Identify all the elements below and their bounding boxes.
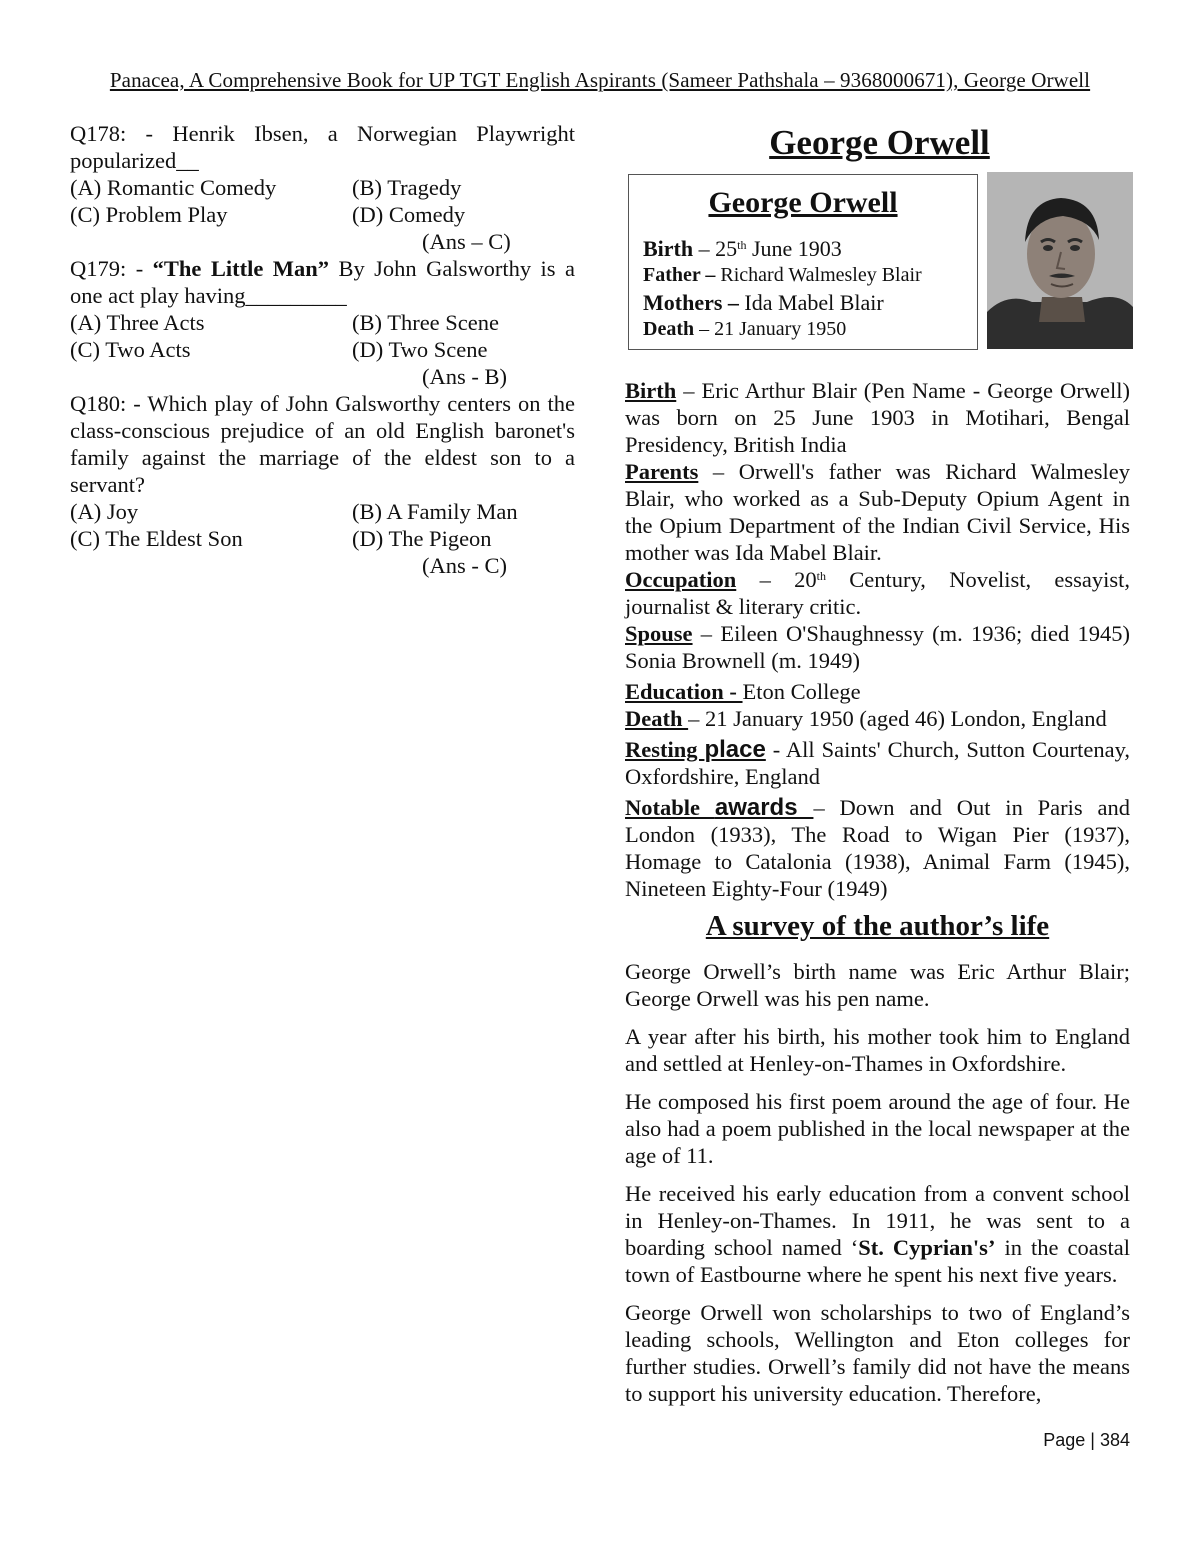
option-a: (A) Three Acts (70, 310, 205, 335)
bio-occupation-label: Occupation (625, 567, 737, 592)
bio-occupation-pre: – 20 (736, 567, 817, 592)
bio-parents-text: – Orwell's father was Richard Walmesley Blair, who worked as a Sub-Deputy Opium Agent in the Opium Department of the Indian Civil Service, His mother was Ida Mabel Blair. (625, 459, 1130, 565)
answer: (Ans - B) (422, 364, 507, 389)
bio-occupation (625, 566, 1130, 620)
bio-awards-label (625, 795, 813, 820)
question-179 (70, 255, 575, 390)
option-b: (B) A Family Man (352, 499, 518, 524)
option-c: (C) Problem Play (70, 202, 228, 227)
bio-awards-text: – Down and Out in Paris and London (1933), The Road to Wigan Pier (1937), Homage to Catalonia (1938), Animal Farm (1945), Nineteen Eighty-Four (1949) (625, 795, 1130, 901)
bio-parents-label: Parents (625, 459, 699, 484)
bio-birth-label: Birth (625, 378, 677, 403)
question-stem: Q180: - Which play of John Galsworthy centers on the class-conscious prejudice of an old English baronet's family against the marriage of the eldest son to a servant? (70, 391, 575, 497)
bio-awards (625, 794, 1130, 902)
bio-occupation-sup: th (816, 569, 826, 583)
profile-mother (643, 289, 963, 316)
profile-mother-value: Ida Mabel Blair (738, 290, 884, 315)
answer: (Ans – C) (422, 229, 511, 254)
bio-birth-text: – Eric Arthur Blair (Pen Name - George Orwell) was born on 25 June 1903 in Motihari, Bengal Presidency, British India (625, 378, 1130, 457)
bio-spouse-label: Spouse (625, 621, 693, 646)
bio-resting-place (625, 736, 1130, 790)
survey-p4-school: St. Cyprian's’ (858, 1235, 996, 1260)
questions-column (70, 120, 575, 579)
bio-spouse (625, 620, 1130, 674)
portrait-photo (987, 172, 1133, 349)
bio-death-text: – 21 January 1950 (aged 46) London, England (688, 706, 1107, 731)
stem-play-title: “The Little Man” (152, 256, 330, 281)
profile-birth-day: – 25 (693, 236, 738, 261)
portrait-illustration (987, 172, 1133, 349)
survey-p4-post: in the coastal town of Eastbourne where he spent his next five years. (625, 1235, 1130, 1287)
bio-education-label: Education - (625, 679, 743, 704)
bio-birth (625, 377, 1130, 458)
biography-details (625, 377, 1130, 1418)
option-b: (B) Three Scene (352, 310, 500, 335)
option-a: (A) Joy (70, 499, 139, 524)
profile-birth-label: Birth (643, 236, 694, 261)
survey-paragraph (625, 1180, 1130, 1288)
bio-resting-label-a: Resting (625, 737, 705, 762)
page-header: Panacea, A Comprehensive Book for UP TGT English Aspirants (Sameer Pathshala – 9368000671), George Orwell (109, 68, 1091, 92)
question-stem (70, 255, 575, 309)
question-178 (70, 120, 575, 255)
profile-father (643, 262, 963, 289)
options-grid (70, 174, 575, 228)
profile-birth-rest: June 1903 (746, 236, 842, 261)
stem-suffix: By John Galsworthy is a one act play having_________ (70, 256, 575, 308)
answer: (Ans - C) (422, 553, 507, 578)
profile-father-value: Richard Walmesley Blair (715, 264, 922, 286)
profile-title: George Orwell (708, 186, 898, 219)
bio-resting-label-b: place (704, 736, 766, 763)
profile-father-label: Father – (643, 264, 716, 286)
option-d: (D) The Pigeon (352, 526, 492, 551)
option-d: (D) Two Scene (352, 337, 488, 362)
bio-awards-label-a: Notable (625, 795, 715, 820)
bio-death-label: Death (625, 706, 689, 731)
option-c: (C) Two Acts (70, 337, 191, 362)
profile-box (628, 174, 978, 350)
profile-death-value: – 21 January 1950 (694, 318, 847, 340)
survey-heading: A survey of the author’s life (705, 910, 1050, 942)
options-grid (70, 309, 575, 363)
bio-resting-label (625, 737, 766, 762)
bio-resting-text: - All Saints' Church, Sutton Courtenay, Oxfordshire, England (625, 737, 1130, 789)
bio-education (625, 678, 1130, 705)
question-stem: Q178: - Henrik Ibsen, a Norwegian Playwright popularized__ (70, 121, 575, 173)
profile-death-label: Death (643, 318, 695, 340)
option-d: (D) Comedy (352, 202, 466, 227)
survey-paragraph: George Orwell won scholarships to two of England’s leading schools, Wellington and Eton colleges for further studies. Orwell’s family did not have the means to support his university education. Therefore, (625, 1300, 1130, 1406)
options-grid (70, 498, 575, 552)
survey-paragraph: He composed his first poem around the age of four. He also had a poem published in the local newspaper at the age of 11. (625, 1089, 1130, 1168)
bio-parents (625, 458, 1130, 566)
survey-body (625, 958, 1130, 1407)
option-a: (A) Romantic Comedy (70, 175, 277, 200)
bio-death (625, 705, 1130, 732)
bio-education-text: Eton College (742, 679, 861, 704)
profile-mother-label: Mothers – (643, 290, 739, 315)
survey-paragraph: George Orwell’s birth name was Eric Arthur Blair; George Orwell was his pen name. (625, 959, 1130, 1011)
option-b: (B) Tragedy (352, 175, 462, 200)
option-c: (C) The Eldest Son (70, 526, 243, 551)
bio-awards-label-b: awards (714, 794, 814, 821)
profile-birth-sup: th (737, 238, 747, 252)
bio-spouse-text: – Eileen O'Shaughnessy (m. 1936; died 1945) Sonia Brownell (m. 1949) (625, 621, 1130, 673)
profile-birth (643, 235, 963, 262)
bio-occupation-text: Century, Novelist, essayist, journalist & literary critic. (625, 567, 1131, 619)
page-number: Page | 384 (1043, 1430, 1130, 1450)
profile-death (643, 316, 963, 343)
survey-paragraph: A year after his birth, his mother took him to England and settled at Henley-on-Thames in Oxfordshire. (625, 1024, 1130, 1076)
page-title: George Orwell (769, 123, 990, 162)
survey-p4-pre: He received his early education from a convent school in Henley-on-Thames. In 1911, he was sent to a boarding school named ‘ (625, 1181, 1130, 1260)
question-180 (70, 390, 575, 579)
stem-prefix: Q179: - (70, 256, 153, 281)
author-column (625, 120, 1131, 1406)
